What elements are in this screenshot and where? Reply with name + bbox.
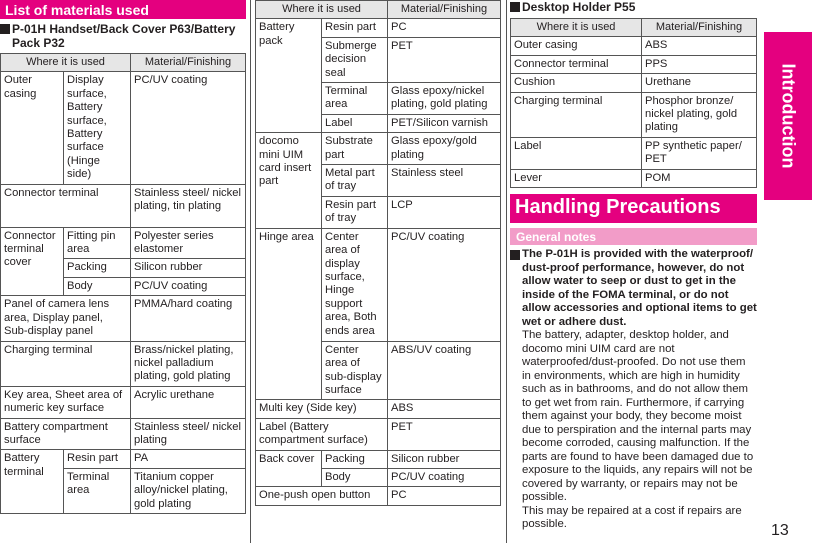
table-row: Battery terminal Resin part PA <box>1 450 246 468</box>
materials-column-3 <box>510 0 757 532</box>
handling-precautions-title: Handling Precautions <box>510 194 757 223</box>
table-row: Outer casing Display surface, Battery surface, Battery surface (Hinge side) PC/UV coating <box>1 72 246 184</box>
handset-subhead: P-01H Handset/Back Cover P63/Battery Pack P32 <box>0 22 246 52</box>
table-row: Multi key (Side key) ABS <box>256 400 501 418</box>
table-row: Terminal area Glass epoxy/nickel plating, gold plating <box>256 83 501 115</box>
table-row: docomo mini UIM card insert part Substrate part Glass epoxy/gold plating <box>256 133 501 165</box>
table-row: Key area, Sheet area of numeric key surface Acrylic urethane <box>1 386 246 418</box>
waterproof-note-body: The battery, adapter, desktop holder, and docomo mini UIM card are not waterproofed/dust-proofed. Do not use them in environments, which are high in humidity such as in bathrooms, and do not allow them to get wet from rain. Furthermore, if carrying them against your body, they become moist due to perspiration and the internal parts may become corroded, causing malfunction. If the parts are found to have been damaged due to exposure to the liquids, any repairs will not be covered by warranty, or repairs may not be possible. <box>522 329 754 504</box>
table-row: Body PC/UV coating <box>1 277 246 295</box>
square-bullet-icon <box>510 250 520 260</box>
handset-materials-table: Where it is used Material/Finishing Outer casing Display surface, Battery surface, Battery surface (Hinge side) PC/UV coating Connector terminal Stainless steel/ nickel plating, tin plating Connector terminal cover Fitting pin area Polyester series elastomer Packing Silicon rubber Body PC/UV coating Panel of camera lens area, Display panel, Sub-display panel PMMA/hard coating Charging terminal Brass/nickel plating, nickel palladium plating, gold plating Key area, Sheet area of numeric key surface Acrylic urethane Battery compartment surface Stainless steel/ nickel plating Battery terminal Resin part PA Terminal area Titanium copper alloy/nickel plating, gold plating <box>0 53 246 514</box>
table-row: Connector terminal cover Fitting pin area Polyester series elastomer <box>1 227 246 259</box>
table-row: Label PP synthetic paper/ PET <box>511 137 757 169</box>
table-row: Metal part of tray Stainless steel <box>256 165 501 197</box>
table-row: Packing Silicon rubber <box>1 259 246 277</box>
table-row: Label PET/Silicon varnish <box>256 114 501 132</box>
column-divider <box>506 0 507 543</box>
page-number: 13 <box>771 522 789 539</box>
table-row: Hinge area Center area of display surface, Hinge support area, Both ends area PC/UV coating <box>256 228 501 341</box>
table-row: Outer casing ABS <box>511 37 757 55</box>
table-row: Lever POM <box>511 169 757 187</box>
square-bullet-icon <box>510 2 520 12</box>
table-row: Terminal area Titanium copper alloy/nickel plating, gold plating <box>1 468 246 513</box>
desktop-holder-subhead: Desktop Holder P55 <box>510 0 757 16</box>
table-row: Back cover Packing Silicon rubber <box>256 450 501 468</box>
table-row: Cushion Urethane <box>511 74 757 92</box>
section-title: List of materials used <box>0 0 246 19</box>
table-row: Center area of sub-display surface ABS/UV coating <box>256 341 501 400</box>
table-row: Connector terminal PPS <box>511 55 757 73</box>
table-row: Panel of camera lens area, Display panel, Sub-display panel PMMA/hard coating <box>1 296 246 341</box>
desktop-holder-table: Where it is used Material/Finishing Outer casing ABS Connector terminal PPS Cushion Urethane Charging terminal Phosphor bronze/ nickel plating, gold plating Label PP synthetic paper/ PET Lever POM <box>510 18 757 188</box>
materials-column-2 <box>255 0 501 506</box>
table-row: Battery compartment surface Stainless steel/ nickel plating <box>1 418 246 450</box>
table-row: One-push open button PC <box>256 487 501 505</box>
introduction-side-tab: Introduction <box>764 32 812 200</box>
table-row: Battery pack Resin part PC <box>256 19 501 37</box>
table-row: Charging terminal Phosphor bronze/ nickel plating, gold plating <box>511 92 757 137</box>
square-bullet-icon <box>0 24 10 34</box>
column-divider <box>250 0 251 543</box>
waterproof-note: The P-01H is provided with the waterproof/ dust-proof performance, however, do not allow water to seep or dust to get in the inside of the FOMA terminal, or do not allow accessories and optional items to get wet or adhere dust. <box>510 248 757 329</box>
table-row: Charging terminal Brass/nickel plating, nickel palladium plating, gold plating <box>1 341 246 386</box>
materials-column-1 <box>0 0 246 514</box>
table-row: Label (Battery compartment surface) PET <box>256 418 501 450</box>
table-row: Connector terminal Stainless steel/ nickel plating, tin plating <box>1 184 246 227</box>
general-notes-bar: General notes <box>510 228 757 245</box>
table-row: Resin part of tray LCP <box>256 196 501 228</box>
table-row: Body PC/UV coating <box>256 468 501 486</box>
handset-materials-table-continued: Where it is used Material/Finishing Battery pack Resin part PC Submerge decision seal PET Terminal area Glass epoxy/nickel plating, gold plating Label PET/Silicon varnish docomo mini UIM card insert part Substrate part Glass epoxy/gold plating Metal part of tray Stainless steel Resin part of tray LCP Hinge area Center area of display surface, Hinge support area, Both ends area PC/UV coating Center area of sub-display surface ABS/UV coating Multi key (Side key) ABS Label (Battery compartment surface) PET Back cover Packing Silicon rubber Body PC/UV coating One-push open button PC <box>255 0 501 506</box>
table-row: Submerge decision seal PET <box>256 37 501 82</box>
repair-note: This may be repaired at a cost if repairs are possible. <box>522 504 742 531</box>
